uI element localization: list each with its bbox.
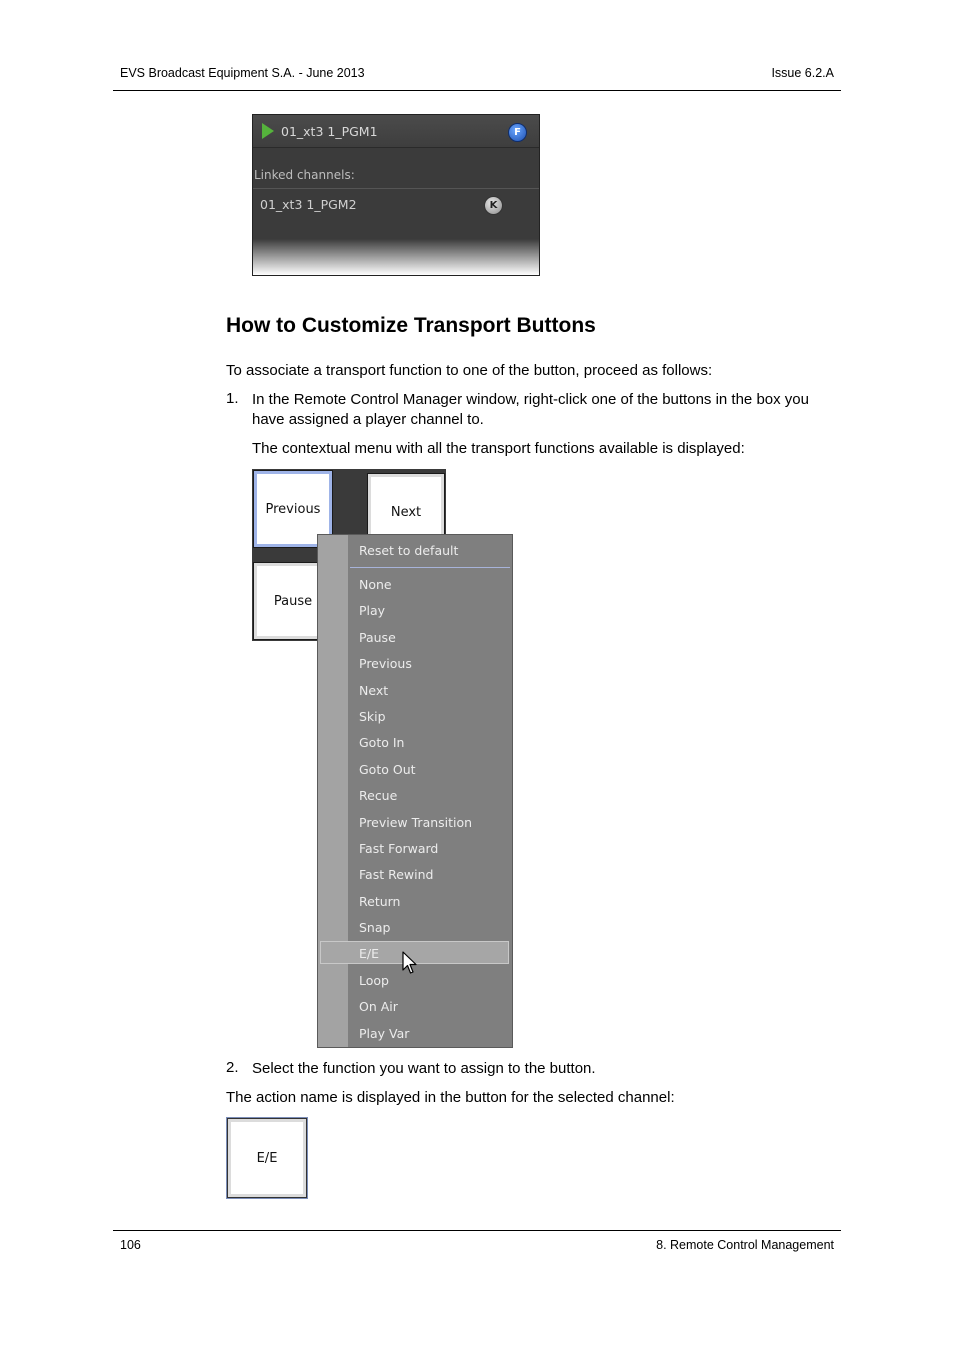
menu-item[interactable]: Loop: [359, 973, 389, 988]
linked-divider: [253, 188, 539, 189]
menu-separator: [350, 567, 510, 568]
menu-item[interactable]: None: [359, 577, 392, 592]
header-issue: Issue 6.2.A: [771, 66, 834, 80]
menu-item[interactable]: Return: [359, 894, 401, 909]
menu-gutter: [318, 535, 348, 1047]
ee-button-label: E/E: [228, 1119, 306, 1197]
menu-item-highlighted[interactable]: E/E: [359, 946, 380, 961]
step-1-note: The contextual menu with all the transport functions available is displayed:: [252, 440, 745, 457]
menu-item[interactable]: Skip: [359, 709, 386, 724]
f-badge-icon: F: [508, 123, 527, 142]
menu-item[interactable]: Fast Forward: [359, 841, 439, 856]
menu-item[interactable]: Pause: [359, 630, 396, 645]
panel-fade: [253, 239, 539, 275]
mouse-cursor-icon: [402, 951, 418, 975]
footer-rule: [113, 1230, 841, 1231]
menu-item[interactable]: Recue: [359, 788, 398, 803]
k-badge-icon: K: [484, 196, 503, 215]
menu-item[interactable]: Fast Rewind: [359, 867, 434, 882]
step-2-number: 2.: [226, 1059, 239, 1076]
header-doc-info: EVS Broadcast Equipment S.A. - June 2013: [120, 66, 365, 80]
menu-item[interactable]: Preview Transition: [359, 815, 473, 830]
result-text: The action name is displayed in the button for the selected channel:: [226, 1089, 675, 1106]
channel-panel: [252, 114, 540, 276]
menu-item[interactable]: Previous: [359, 656, 412, 671]
section-title: How to Customize Transport Buttons: [226, 314, 596, 337]
next-button[interactable]: Next: [368, 474, 444, 550]
step-1-text: In the Remote Control Manager window, right-click one of the buttons in the box you have assigned a player channel to.: [252, 391, 809, 428]
intro-text: To associate a transport function to one of the button, proceed as follows:: [226, 362, 713, 379]
menu-item[interactable]: Goto In: [359, 735, 405, 750]
menu-item[interactable]: Next: [359, 683, 389, 698]
context-menu: [317, 534, 513, 1048]
pause-button[interactable]: Pause: [254, 563, 332, 639]
step-1-number: 1.: [226, 390, 239, 407]
play-icon: [262, 123, 274, 139]
linked-channel-name: 01_xt3 1_PGM2: [260, 197, 357, 212]
menu-item[interactable]: Goto Out: [359, 762, 416, 777]
channel-name: 01_xt3 1_PGM1: [281, 124, 378, 139]
header-rule: [113, 90, 841, 91]
menu-item-reset[interactable]: Reset to default: [359, 543, 459, 558]
menu-item[interactable]: Play: [359, 603, 386, 618]
menu-item[interactable]: Snap: [359, 920, 391, 935]
step-2-text: Select the function you want to assign to the button.: [252, 1060, 596, 1077]
chapter-title: 8. Remote Control Management: [656, 1238, 834, 1252]
previous-button[interactable]: Previous: [254, 471, 332, 547]
menu-item[interactable]: Play Var: [359, 1026, 410, 1041]
menu-item[interactable]: On Air: [359, 999, 398, 1014]
ee-result-button[interactable]: [226, 1117, 308, 1199]
page-number: 106: [120, 1238, 141, 1252]
linked-channels-label: Linked channels:: [254, 168, 355, 182]
channel-titlebar: [253, 115, 539, 148]
